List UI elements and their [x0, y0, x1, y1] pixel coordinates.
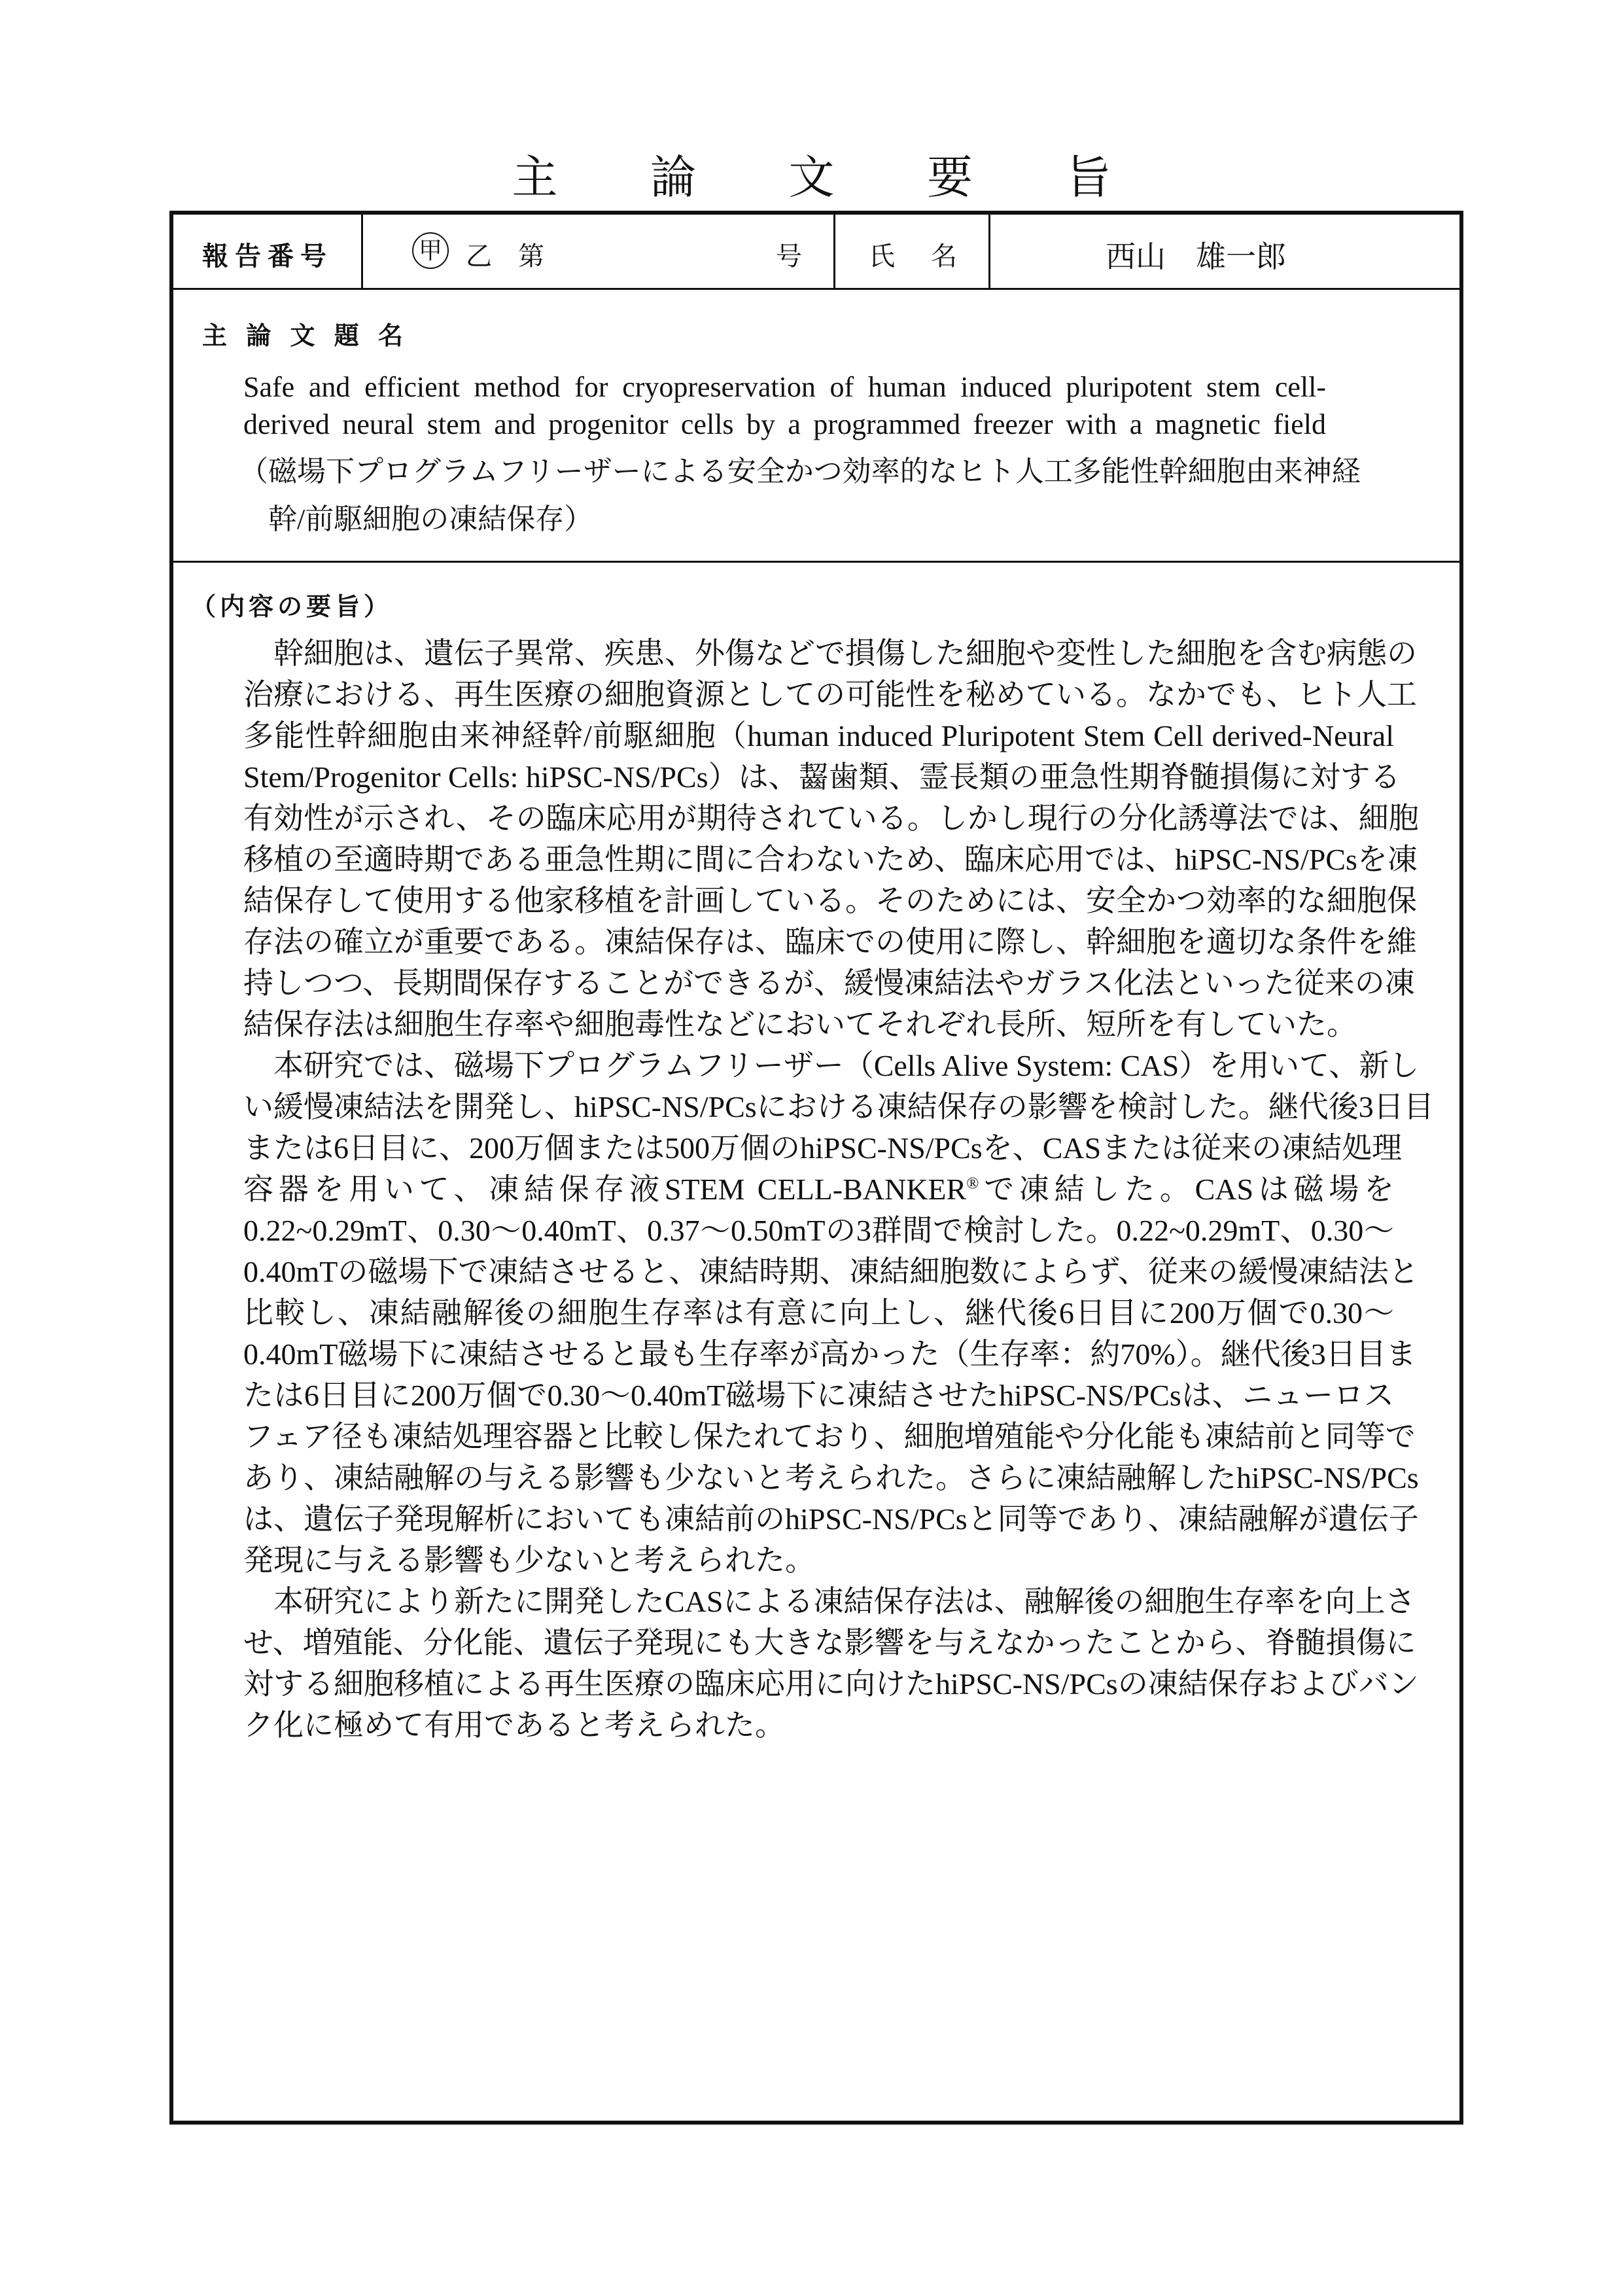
- abstract-line: 比較し、凍結融解後の細胞生存率は有意に向上し、継代後6日目に200万個で0.30～: [243, 1296, 1395, 1330]
- thesis-title-ja-line: 幹/前駆細胞の凍結保存）: [268, 503, 593, 535]
- abstract-line: 有効性が示され、その臨床応用が期待されている。しかし現行の分化誘導法では、細胞: [243, 802, 1419, 835]
- abstract-line: 発現に与える影響も少ないと考えられた。: [243, 1544, 815, 1577]
- abstract-line: 対する細胞移植による再生医療の臨床応用に向けたhiPSC-NS/PCsの凍結保存およびバン: [243, 1667, 1419, 1701]
- otsu-text: 乙: [466, 241, 492, 271]
- dai-text: 第: [518, 241, 544, 271]
- name-label-1: 氏: [869, 241, 895, 271]
- abstract-line: 存法の確立が重要である。凍結保存は、臨床での使用に際し、幹細胞を適切な条件を維: [243, 925, 1417, 959]
- abstract-line: せ、増殖能、分化能、遺伝子発現にも大きな影響を与えなかったことから、脊髄損傷に: [243, 1626, 1416, 1659]
- abstract-line: 幹細胞は、遺伝子異常、疾患、外傷などで損傷した細胞や変性した細胞を含む病態の: [273, 637, 1417, 670]
- abstract-line: 容器を用いて、凍結保存液STEM CELL-BANKER®で凍結した。CASは磁場を: [243, 1173, 1395, 1206]
- abstract-line: 本研究では、磁場下プログラムフリーザー（Cells Alive System: CAS）を用いて、新し: [273, 1049, 1420, 1082]
- abstract-line: 0.40mT磁場下に凍結させると最も生存率が高かった（生存率：約70%）。継代後3日目ま: [243, 1337, 1416, 1371]
- abstract-line: い緩慢凍結法を開発し、hiPSC-NS/PCsにおける凍結保存の影響を検討した。継代後3日目: [243, 1090, 1434, 1123]
- abstract-line: 0.40mTの磁場下で凍結させると、凍結時期、凍結細胞数によらず、従来の緩慢凍結法と: [243, 1255, 1419, 1288]
- abstract-line: 移植の至適時期である亜急性期に間に合わないため、臨床応用では、hiPSC-NS/PCsを凍: [243, 843, 1418, 876]
- thesis-title-en-line: Safe and efficient method for cryopreservation of human induced pluripotent stem cell-: [243, 371, 1326, 403]
- divider: [988, 215, 990, 290]
- divider: [173, 288, 1459, 290]
- name-label-2: 名: [931, 241, 957, 271]
- divider: [361, 215, 363, 290]
- abstract-line: Stem/Progenitor Cells: hiPSC-NS/PCs）は、齧歯類、霊長類の亜急性期脊髄損傷に対する: [243, 760, 1401, 794]
- abstract-line: 治療における、再生医療の細胞資源としての可能性を秘めている。なかでも、ヒト人工: [243, 678, 1417, 711]
- thesis-title-en-line: derived neural stem and progenitor cells by a programmed freezer with a magnetic field: [243, 408, 1326, 440]
- abstract-line: は、遺伝子発現解析においても凍結前のhiPSC-NS/PCsと同等であり、凍結融解が遺伝子: [243, 1502, 1419, 1536]
- abstract-line: 0.22~0.29mT、0.30～0.40mT、0.37～0.50mTの3群間で検討した。0.22~0.29mT、0.30～: [243, 1214, 1394, 1247]
- report-number-label: 報告番号: [202, 241, 333, 272]
- abstract-line: フェア径も凍結処理容器と比較し保たれており、細胞増殖能や分化能も凍結前と同等で: [243, 1420, 1416, 1453]
- abstract-line: 多能性幹細胞由来神経幹/前駆細胞（human induced Pluripotent Stem Cell derived-Neural: [243, 719, 1394, 752]
- abstract-line: あり、凍結融解の与える影響も少ないと考えられた。さらに凍結融解したhiPSC-NS/PCs: [243, 1461, 1419, 1494]
- abstract-line: 持しつつ、長期間保存することができるが、緩慢凍結法やガラス化法といった従来の凍: [243, 966, 1415, 1000]
- divider: [173, 561, 1459, 563]
- abstract-line: または6日目に、200万個または500万個のhiPSC-NS/PCsを、CASまたは従来の凍結処理: [243, 1131, 1403, 1165]
- abstract-line: 結保存法は細胞生存率や細胞毒性などにおいてそれぞれ長所、短所を有していた。: [243, 1008, 1357, 1041]
- document-title: 主 論 文 要 旨: [512, 153, 1152, 203]
- abstract-label: （内容の要旨）: [191, 592, 393, 621]
- abstract-line: ク化に極めて有用であると考えられた。: [243, 1708, 785, 1742]
- thesis-title-ja-line: （磁場下プログラムフリーザーによる安全かつ効率的なヒト人工多能性幹細胞由来神経: [239, 455, 1361, 487]
- go-text: 号: [776, 241, 802, 271]
- abstract-line: 結保存して使用する他家移植を計画している。そのためには、安全かつ効率的な細胞保: [243, 884, 1417, 917]
- abstract-line: 本研究により新たに開発したCASによる凍結保存法は、融解後の細胞生存率を向上さ: [273, 1585, 1416, 1618]
- thesis-title-label: 主 論 文 題 名: [202, 321, 408, 350]
- abstract-line: たは6日目に200万個で0.30～0.40mT磁場下に凍結させたhiPSC-NS/PCsは、ニューロス: [243, 1379, 1394, 1412]
- author-name: 西山 雄一郎: [1106, 240, 1286, 274]
- stamp-ko: 甲: [412, 232, 449, 269]
- divider: [833, 215, 835, 290]
